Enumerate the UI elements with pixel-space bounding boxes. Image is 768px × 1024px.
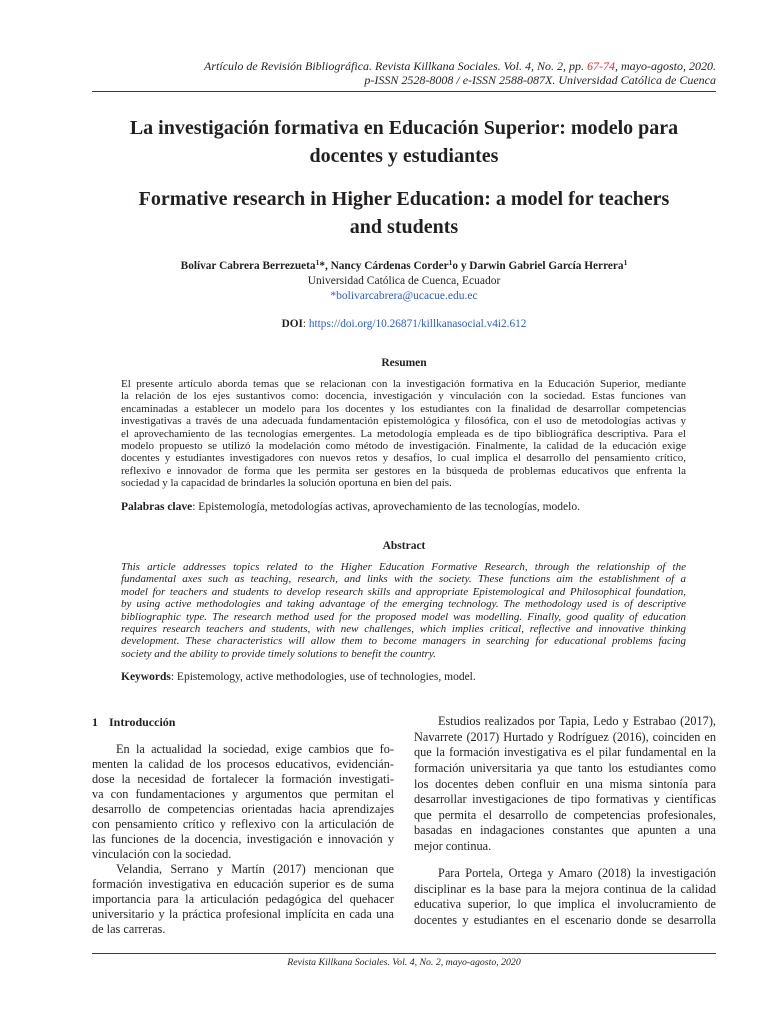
text-line: development. These characteristics will allow them to become managers in searching for educational problems facing: [121, 635, 686, 648]
text-line: Para Portela, Ortega y Amaro (2018) la investigación: [438, 866, 716, 881]
title-line: La investigación formativa en Educación Superior: modelo para: [129, 117, 679, 139]
text-line: requires research teachers and students, with new challenges, which implies critical, reflective and innovative thinking: [121, 623, 686, 636]
abstract-heading: Abstract: [382, 540, 426, 552]
text-line: desarrollar investigaciones de tipo formativas y científicas: [414, 792, 716, 807]
text-line: by using active methodologies and taking advantage of the emerging technology. The methodology used is of descriptive: [121, 598, 686, 611]
author-names: [92, 259, 716, 274]
text-line: va con fundamentaciones y argumentos que permitan el: [92, 786, 394, 801]
text-line: con pensamiento crítico y reflexivo con la articulación de: [92, 816, 394, 831]
paragraph: [92, 862, 394, 937]
text-line: que permita el desarrollo de competencias profesionales,: [414, 807, 716, 822]
text-line: formación investigativa en educación superior es de suma: [92, 876, 394, 891]
text-line: Estudios realizados por Tapia, Ledo y Estrabao (2017),: [438, 714, 716, 729]
keywords: [121, 670, 686, 684]
running-header: [96, 59, 716, 87]
text-line: docentes y estudiantes investigadores con nuevos retos y desafíos, lo cual implica el desarrollo del pensamiento crítico,: [121, 452, 686, 465]
affiliation-mark: 1: [623, 258, 628, 267]
text-line: las funciones de la docencia, investigación e innovación y: [92, 831, 394, 846]
doi-separator: :: [302, 318, 309, 330]
citation-suffix: , mayo-agosto, 2020.: [615, 59, 716, 73]
doi-line: [92, 317, 716, 331]
text-line: encaminadas a establecer un modelo para los docentes y los estudiantes con la finalidad de desarrollar competencias: [121, 402, 686, 415]
authors-block: [92, 259, 716, 304]
palabras-clave-text: : Epistemología, metodologías activas, aprovechamiento de las tecnologías, modelo.: [192, 501, 580, 513]
affiliation: Universidad Católica de Cuenca, Ecuador: [307, 275, 501, 287]
text-line: El presente artículo aborda temas que se relacionan con la investigación formativa en la Educación Superior, mediante: [121, 378, 686, 390]
running-footer: Revista Killkana Sociales. Vol. 4, No. 2, mayo-agosto, 2020: [287, 957, 521, 968]
text-line: el aprovechamiento de las tecnologías emergentes. La metodología empleada es de tipo bibliográfica descriptiva. Para el: [121, 427, 686, 440]
text-line: disciplinar es la base para la mejora continua de la calidad: [414, 881, 716, 896]
text-line: Navarrete (2017) Hurtado y Rodríguez (2016), coinciden en: [414, 729, 716, 744]
paragraph: [414, 714, 716, 854]
text-line: menten la calidad de los procesos educativos, evidencián-: [92, 756, 394, 771]
text-line: model for teachers and students to develop research skills and appropriate Epistemological and Philosophical foundation,: [121, 585, 686, 598]
text-line: fundamental axes such as teaching, research, and links with the society. These functions aim the establishment of a: [121, 573, 686, 586]
keywords-text: : Epistemology, active methodologies, use of technologies, model.: [170, 671, 476, 683]
citation-line: [96, 59, 716, 73]
doi-label: DOI: [281, 318, 303, 330]
title-english: [92, 185, 716, 241]
affiliation-mark: 1: [448, 258, 453, 267]
text-line: reflexivo e innovador de forma que les permita ser gestores en la búsqueda de problemas educativos que enfrenta la: [121, 464, 686, 477]
text-line: vinculación con la sociedad.: [92, 846, 232, 861]
header-rule: [92, 91, 716, 92]
keywords-label: Keywords: [121, 671, 171, 683]
page-range: 67-74: [587, 59, 615, 73]
paragraph: [92, 742, 394, 862]
abstract-body: [121, 561, 686, 660]
palabras-clave: [121, 500, 686, 514]
resumen-body: [121, 378, 686, 490]
title-line: docentes y estudiantes: [309, 145, 499, 167]
text-line: mejor continua.: [414, 838, 492, 853]
text-line: los docentes deben confluir en una misma sintonía para: [414, 776, 716, 791]
text-line: dose la necesidad de fortalecer la formación investigati-: [92, 771, 394, 786]
author-name: *, Nancy Cárdenas Corder: [319, 260, 449, 272]
text-line: de las carreras.: [92, 921, 166, 936]
text-line: modelo propuesto se utilizó la modelación como método de investigación. Finalmente, la calidad de la educación exige: [121, 440, 686, 453]
text-line: bibliographic type. The research method used for the proposed model was modelling. Finally, good quality of education: [121, 610, 686, 623]
text-line: la relación de los ejes sustantivos como: docencia, investigación y vinculación con la sociedad. Estas funciones van: [121, 390, 686, 403]
doi-link[interactable]: https://doi.org/10.26871/killkanasocial.v4i2.612: [308, 318, 527, 330]
title-line: and students: [349, 216, 459, 238]
footer-rule: [92, 953, 716, 954]
text-line: educativa superior, lo que implica el involucramiento de: [414, 897, 716, 912]
issn-line: p-ISSN 2528-8008 / e-ISSN 2588-087X. Universidad Católica de Cuenca: [364, 73, 716, 87]
text-line: Velandia, Serrano y Martín (2017) mencionan que: [116, 861, 394, 876]
text-line: En la actualidad la sociedad, exige cambios que fo-: [116, 741, 394, 756]
section-heading: [92, 715, 175, 729]
text-line: basadas en indagaciones constantes que apunten a una: [414, 823, 716, 838]
title-line: Formative research in Higher Education: a model for teachers: [138, 188, 670, 210]
text-line: society and the ability to provide timely solutions to benefit the country.: [121, 647, 436, 660]
text-line: investigativas a través de una adecuada fundamentación epistemológica y filosófica, con el uso de metodologías activas y: [121, 415, 686, 428]
text-line: sociedad y la capacidad de brindarles la solución oportuna en bien del país.: [121, 477, 452, 490]
paragraph: [414, 866, 716, 928]
section-title: Introducción: [109, 715, 176, 729]
section-number: 1: [92, 715, 98, 729]
palabras-clave-label: Palabras clave: [121, 501, 193, 513]
email-link[interactable]: *bolivarcabrera@ucacue.edu.ec: [330, 290, 478, 302]
text-line: formación universitaria ya que tanto los estudiantes como: [414, 760, 716, 775]
text-line: This article addresses topics related to the Higher Education Formative Research, through the relationship of the: [121, 561, 686, 573]
text-line: importancia para la articulación pedagógica del quehacer: [92, 891, 394, 906]
title-spanish: [92, 114, 716, 170]
author-name: Bolívar Cabrera Berrezueta: [180, 260, 316, 272]
affiliation-mark: 1: [315, 258, 320, 267]
text-line: que la formación investigativa es el pilar fundamental en la: [414, 745, 716, 760]
text-line: universitario y la práctica profesional implícita en cada una: [92, 906, 394, 921]
text-line: docentes y estudiantes en el escenario donde se desarrolla: [414, 912, 716, 927]
resumen-heading: Resumen: [381, 357, 427, 369]
author-name: o y Darwin Gabriel García Herrera: [452, 260, 624, 272]
citation-prefix: Artículo de Revisión Bibliográfica. Revista Killkana Sociales. Vol. 4, No. 2, pp.: [204, 59, 587, 73]
text-line: desarrollo de competencias orientadas hacia aprendizajes: [92, 801, 394, 816]
